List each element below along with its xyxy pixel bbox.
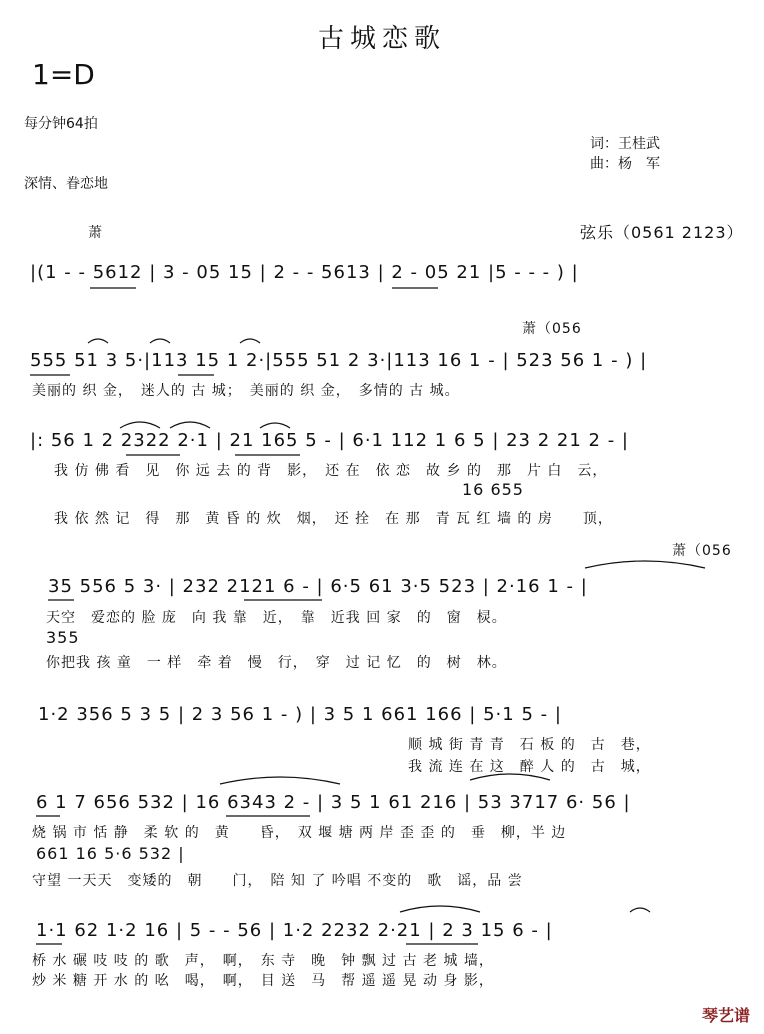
score-line-6: 6 1 7 656 532 | 16 6343 2 - | 3 5 1 61 216 | 53 3717 6· 56 |	[36, 792, 631, 813]
lyrics-line-4b: 你把我 孩 童 一 样 牵 着 慢 行， 穿 过 记 忆 的 树 林。	[46, 655, 507, 671]
lyrics-line-6a: 烧 锅 市 恬 静 柔 软 的 黄 昏， 双 堰 塘 两 岸 歪 歪 的 垂 柳，半 边	[32, 825, 567, 841]
key-signature: 1=D	[32, 58, 95, 91]
lyrics-line-7b: 炒 米 糖 开 水 的 吆 喝， 啊， 目 送 马 帮 遥 遥 晃 动 身 影，	[32, 973, 494, 989]
expression: 深情、眷恋地	[24, 176, 108, 192]
strings-intro: 弦乐（0561 2123）	[580, 223, 744, 242]
lyrics-line-5b: 我 流 连 在 这 醉 人 的 古 城，	[408, 759, 651, 775]
alt-notes-6: 661 16 5·6 532 |	[36, 844, 185, 863]
lyrics-line-2: 美丽的 织 金， 迷人的 古 城； 美丽的 织 金， 多情的 古 城。	[32, 383, 460, 399]
score-line-5: 1·2 356 5 3 5 | 2 3 56 1 - ) | 3 5 1 661 166 | 5·1 5 - |	[38, 704, 562, 725]
composer: 曲：杨 军	[590, 156, 660, 172]
alt-notes-4: 355	[46, 628, 80, 647]
lyricist: 词：王桂武	[590, 136, 660, 152]
lyrics-line-6b: 守望 一天天 变矮的 朝 门， 陪 知 了 吟唱 不变的 歌 谣，品 尝	[32, 873, 523, 889]
score-line-1: |(1 - - 5612 | 3 - 05 15 | 2 - - 5613 | 2 - 05 21 |5 - - - ) |	[30, 262, 579, 283]
lyrics-line-3b: 我 依 然 记 得 那 黄 昏 的 炊 烟， 还 拴 在 那 青 瓦 红 墙 的 房 顶，	[54, 511, 613, 527]
score-line-4: 35 556 5 3· | 232 2121 6 - | 6·5 61 3·5 523 | 2·16 1 - |	[48, 576, 588, 597]
score-line-2: 555 51 3 5·|113 15 1 2·|555 51 2 3·|113 16 1 - | 523 56 1 - ) |	[30, 350, 648, 371]
lyrics-line-5a: 顺 城 街 青 青 石 板 的 古 巷，	[408, 737, 651, 753]
lyrics-line-3a: 我 仿 佛 看 见 你 远 去 的 背 影， 还 在 依 恋 故 乡 的 那 片 白 云，	[54, 463, 608, 479]
score-line-3: |: 56 1 2 2322 2·1 | 21 165 5 - | 6·1 112 1 6 5 | 23 2 21 2 - |	[30, 430, 629, 451]
score-line-7: 1·1 62 1·2 16 | 5 - - 56 | 1·2 2232 2·21 | 2 3 15 6 - |	[36, 920, 553, 941]
xiao-cue: 萧（056	[522, 321, 582, 337]
tempo: 每分钟64拍	[24, 116, 98, 132]
watermark-logo: 琴艺谱	[701, 1006, 750, 1025]
page-title: 古城恋歌	[317, 24, 446, 54]
lyrics-line-7a: 桥 水 碾 吱 吱 的 歌 声， 啊， 东 寺 晚 钟 飘 过 古 老 城 墙，	[32, 953, 494, 969]
lyrics-line-4a: 天空 爱恋的 脸 庞 向 我 靠 近， 靠 近我 回 家 的 窗 棂。	[46, 610, 507, 626]
xiao-cue-2: 萧（056	[672, 543, 732, 559]
xiao-marking: 萧	[88, 225, 103, 241]
alt-notes-3: 16 655	[462, 480, 524, 499]
